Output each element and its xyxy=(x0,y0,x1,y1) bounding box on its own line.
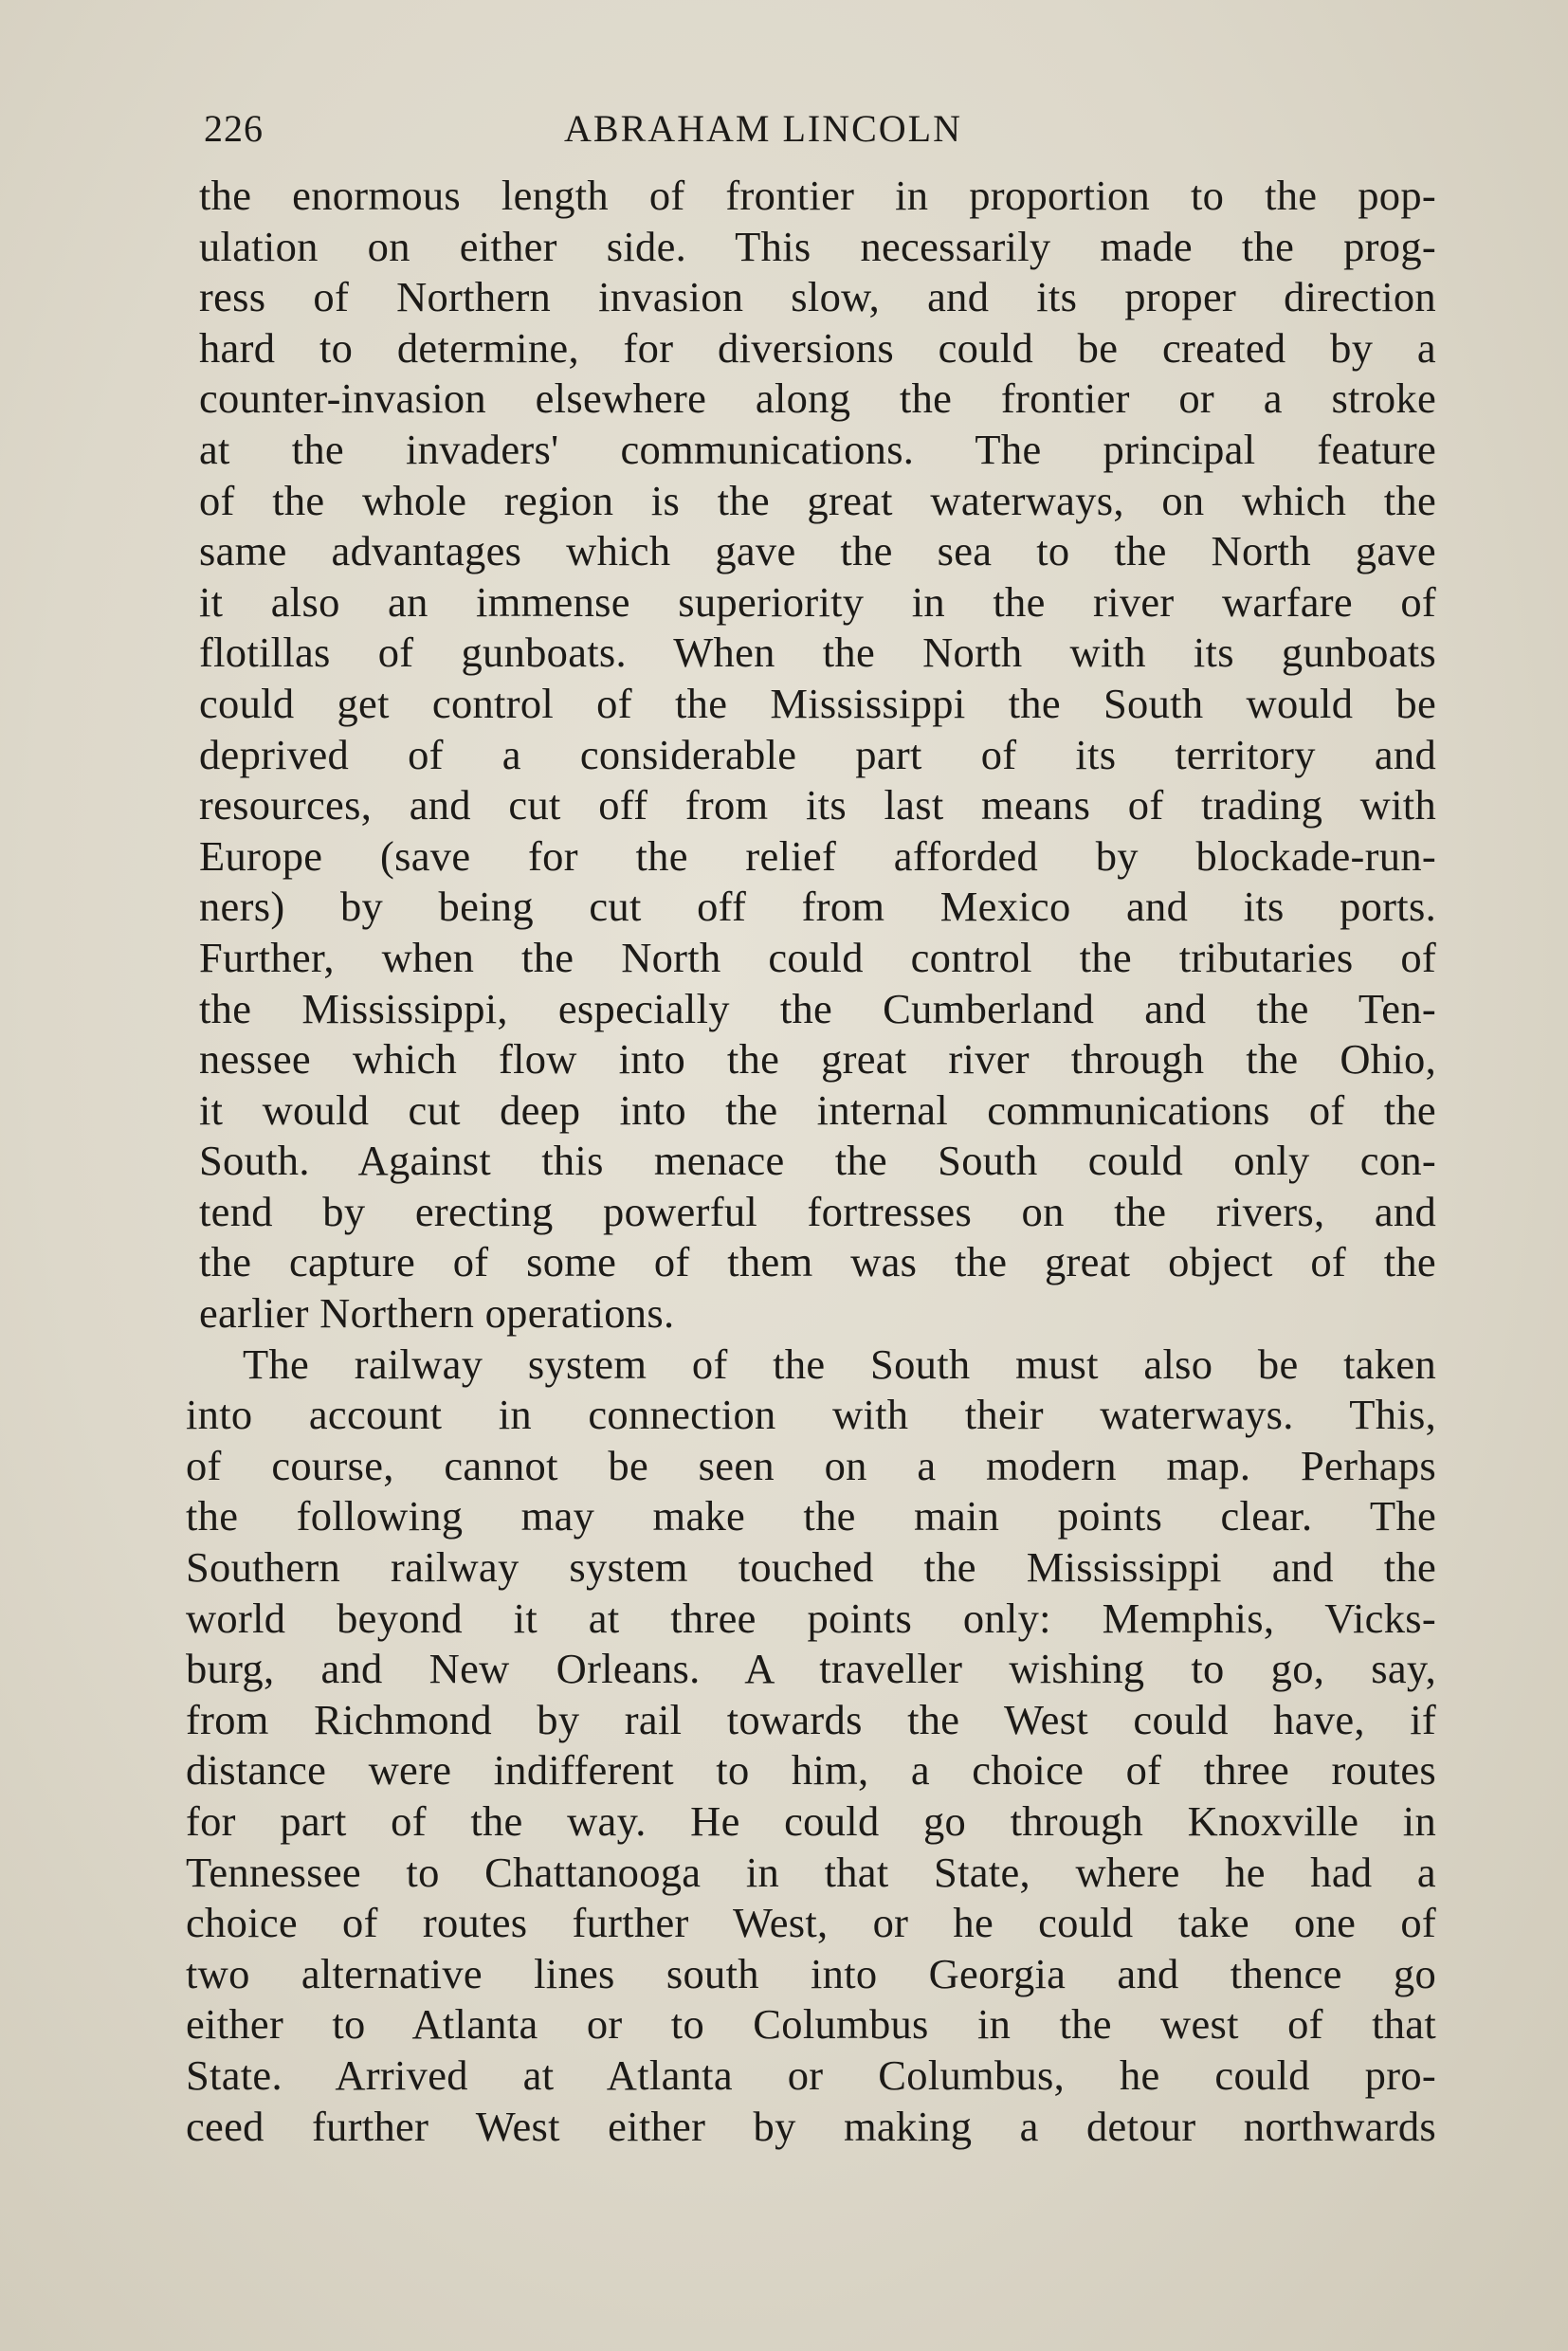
text-line: could get control of the Mississippi the South would be xyxy=(199,679,1436,727)
text-line: the capture of some of them was the great object of the xyxy=(199,1238,1436,1286)
text-line: The railway system of the South must also be taken xyxy=(243,1340,1436,1388)
text-line: Tennessee to Chattanooga in that State, where he had a xyxy=(186,1848,1436,1896)
text-line: the enormous length of frontier in proportion to the pop- xyxy=(199,172,1436,219)
text-line: same advantages which gave the sea to the North gave xyxy=(199,527,1436,575)
text-line: ress of Northern invasion slow, and its proper direction xyxy=(199,273,1436,321)
paragraph-1 xyxy=(180,171,1436,1340)
text-line: choice of routes further West, or he could take one of xyxy=(186,1899,1436,1947)
text-line: Europe (save for the relief afforded by blockade-run- xyxy=(199,831,1436,880)
page-number: 226 xyxy=(204,107,264,150)
text-line: ceed further West either by making a detour northwards xyxy=(186,2102,1436,2150)
text-line: into account in connection with their waterways. This, xyxy=(186,1391,1436,1439)
text-line: South. Against this menace the South could only con- xyxy=(199,1137,1436,1185)
text-line: the Mississippi, especially the Cumberland and the Ten- xyxy=(199,984,1436,1032)
text-line: flotillas of gunboats. When the North with its gunboats xyxy=(199,629,1436,677)
text-line: deprived of a considerable part of its territory and xyxy=(199,730,1436,778)
book-page xyxy=(180,95,1436,2152)
text-line: it also an immense superiority in the river warfare of xyxy=(199,577,1436,626)
text-line: world beyond it at three points only: Memphis, Vicks- xyxy=(186,1594,1436,1642)
text-line: at the invaders' communications. The principal feature xyxy=(199,425,1436,473)
text-line: the following may make the main points clear. The xyxy=(186,1492,1436,1540)
text-line: nessee which flow into the great river through the Ohio, xyxy=(199,1035,1436,1084)
paragraph-2 xyxy=(180,1340,1436,2153)
text-line: ulation on either side. This necessarily made the prog- xyxy=(199,222,1436,270)
text-line: hard to determine, for diversions could be created by a xyxy=(199,323,1436,372)
text-line: Southern railway system touched the Mississippi and the xyxy=(186,1543,1436,1592)
text-line: for part of the way. He could go through Knoxville in xyxy=(186,1797,1436,1845)
text-line: State. Arrived at Atlanta or Columbus, he could pro- xyxy=(186,2050,1436,2099)
text-line: counter-invasion elsewhere along the frontier or a stroke xyxy=(199,374,1436,423)
text-line: from Richmond by rail towards the West could have, if xyxy=(186,1695,1436,1743)
text-line: it would cut deep into the internal communications of the xyxy=(199,1085,1436,1134)
text-line: distance were indifferent to him, a choice of three routes xyxy=(186,1746,1436,1795)
text-line: resources, and cut off from its last means of trading with xyxy=(199,781,1436,829)
text-line: burg, and New Orleans. A traveller wishing to go, say, xyxy=(186,1645,1436,1693)
running-head xyxy=(180,95,1436,171)
text-line: of course, cannot be seen on a modern map. Perhaps xyxy=(186,1441,1436,1489)
text-line: Further, when the North could control the tributaries of xyxy=(199,933,1436,981)
text-line: of the whole region is the great waterways, on which the xyxy=(199,476,1436,524)
text-line: tend by erecting powerful fortresses on the rivers, and xyxy=(199,1187,1436,1235)
text-line: earlier Northern operations. xyxy=(199,1289,675,1338)
body-text xyxy=(180,171,1436,2152)
running-title: ABRAHAM LINCOLN xyxy=(564,107,962,150)
text-line: two alternative lines south into Georgia and thence go xyxy=(186,1949,1436,1997)
text-line: either to Atlanta or to Columbus in the west of that xyxy=(186,2000,1436,2049)
text-line: ners) by being cut off from Mexico and its ports. xyxy=(199,883,1436,931)
